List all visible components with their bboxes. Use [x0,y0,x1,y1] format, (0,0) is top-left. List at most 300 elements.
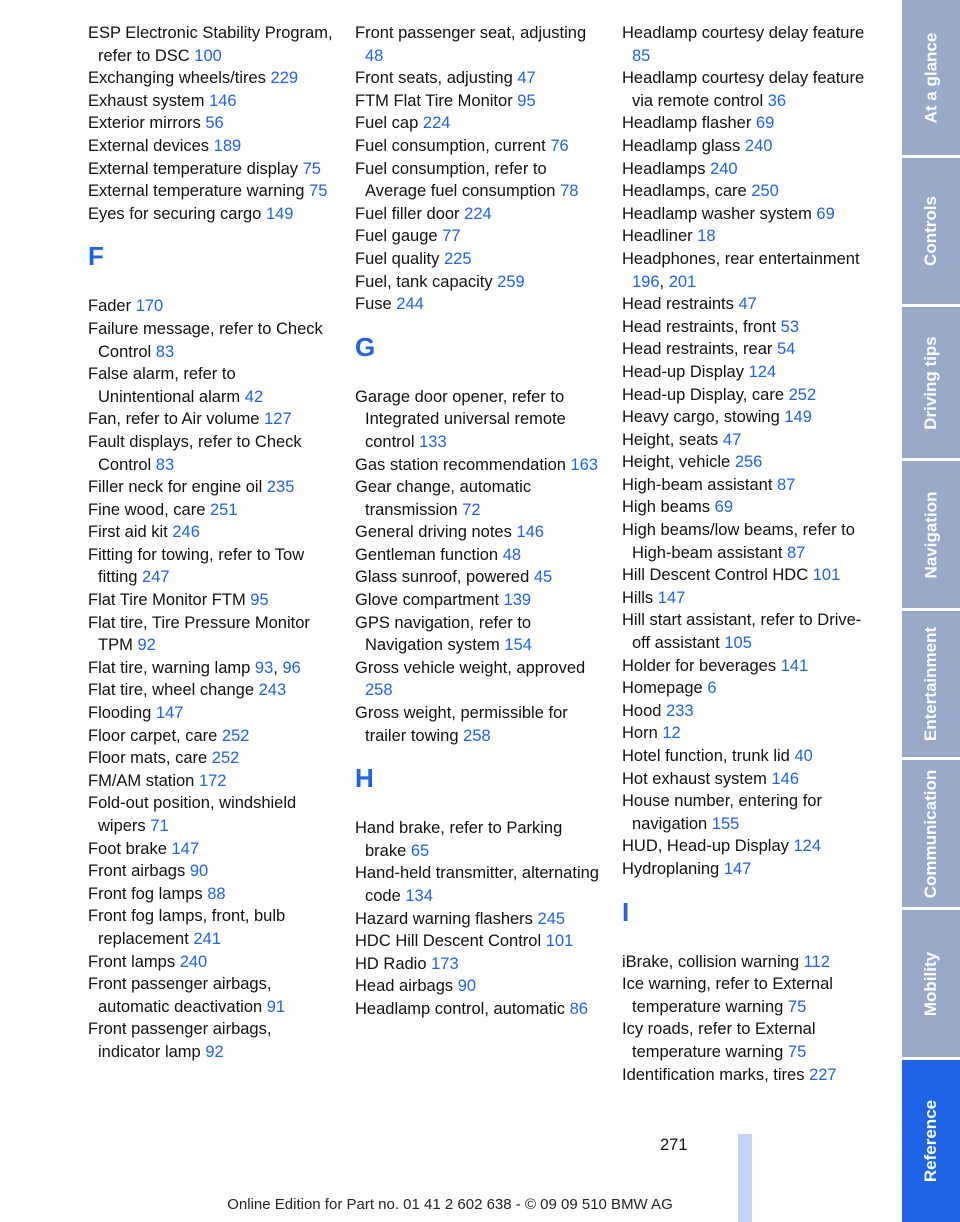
page-reference-link[interactable]: 244 [396,295,424,314]
index-term: House number, entering for navigation [622,792,822,833]
index-entry [355,67,600,90]
index-entry [622,406,867,429]
index-term: Headliner [622,227,693,246]
page-reference-link[interactable]: 83 [155,342,175,361]
page-reference-link[interactable]: 88 [207,884,226,903]
page-reference-link[interactable]: 48 [502,545,522,564]
index-term: Front airbags [88,862,186,881]
page-reference-link[interactable]: 36 [767,91,787,110]
index-entry [355,271,600,294]
section-tabs [900,0,960,1222]
index-entry [355,544,600,567]
index-term: Fuse [355,295,392,314]
index-entry [622,519,867,564]
page-reference-link[interactable]: 251 [210,500,238,519]
index-term: Eyes for securing cargo [88,204,262,223]
index-column-2 [355,22,600,1021]
index-term: Glove compartment [355,591,499,610]
page-reference-link[interactable]: 235 [266,478,295,497]
index-entry [622,496,867,519]
index-term: Height, vehicle [622,453,731,472]
index-entry [88,702,333,725]
page-reference-link[interactable]: 96 [282,658,301,677]
index-term: Flooding [88,704,152,723]
index-entry [88,973,333,1018]
page-reference-link[interactable]: 245 [537,909,566,928]
index-entry [88,90,333,113]
tab-mobility[interactable] [902,910,960,1057]
index-term: Front lamps [88,952,176,971]
page-reference-link[interactable]: 240 [179,952,208,971]
index-term: Exhaust system [88,91,205,110]
page-reference-link[interactable]: 77 [442,227,461,246]
index-entry [355,908,600,931]
page-reference-link[interactable]: 154 [504,636,532,655]
tab-label: Controls [921,196,941,266]
page-reference-link[interactable]: 146 [209,91,237,110]
index-term: Fine wood, care [88,500,206,519]
page-reference-link[interactable]: 48 [365,46,384,65]
index-term: Gas station recommendation [355,455,566,474]
index-term: Exchanging wheels/tires [88,69,266,88]
index-term: Flat tire, warning lamp [88,658,251,677]
page-reference-link[interactable]: 189 [213,136,242,155]
page-reference-link[interactable]: 259 [497,272,525,291]
tab-communication[interactable] [902,760,960,907]
index-entry [88,499,333,522]
index-term: Fitting for towing, refer to Tow fitting [88,545,305,587]
index-term: False alarm, refer to Unintentional alarm [88,365,241,406]
index-term: Headlamps [622,159,706,178]
page-reference-link[interactable]: 85 [632,46,651,65]
page-reference-link[interactable]: 100 [194,46,222,65]
index-entry [88,792,333,837]
index-term: Front fog lamps [88,884,203,903]
index-entry [355,612,600,657]
index-entry [622,951,867,974]
page-reference-link[interactable]: 101 [545,932,574,951]
index-entry [622,655,867,678]
page-reference-link[interactable]: 75 [309,182,328,201]
index-entry [355,589,600,612]
index-entry [622,1018,867,1063]
page-reference-link[interactable]: 105 [724,634,752,653]
index-term: Headlamp control, automatic [355,999,566,1018]
index-entry [88,838,333,861]
page-reference-link[interactable]: 101 [812,566,841,585]
page-reference-link[interactable]: 243 [258,681,287,700]
index-entry [622,564,867,587]
index-entry [355,702,600,747]
tab-entertainment[interactable] [902,611,960,757]
index-entry [622,609,867,654]
index-entry [88,112,333,135]
tab-navigation[interactable] [902,461,960,608]
index-term: HDC Hill Descent Control [355,932,542,951]
index-term: iBrake, collision warning [622,952,799,971]
index-entry [622,745,867,768]
index-term: External temperature display [88,159,299,178]
page-reference-link[interactable]: 163 [570,455,599,474]
index-entry [88,22,333,67]
index-term: Front passenger seat, adjusting [355,24,587,42]
page-reference-link[interactable]: 147 [171,839,199,858]
page-reference-link[interactable]: 91 [266,997,286,1016]
page-reference-link[interactable]: 247 [142,568,170,587]
page-reference-link[interactable]: 47 [738,295,757,314]
index-entry [88,544,333,589]
index-term: Gentleman function [355,545,499,564]
index-entry [88,180,333,203]
index-term: Front fog lamps, front, bulb replacement [88,907,286,948]
index-term: Heavy cargo, stowing [622,408,780,427]
index-entry [622,790,867,835]
index-term: General driving notes [355,523,512,542]
index-column-3 [622,22,867,1086]
index-entry [622,700,867,723]
index-term: Head restraints, front [622,317,777,336]
page-number: 271 [660,1136,688,1154]
index-term: Fuel quality [355,249,440,268]
index-column-1 [88,22,333,1064]
index-term: GPS navigation, refer to Navigation system [355,613,532,655]
index-entry [622,158,867,181]
page-reference-link[interactable]: 87 [787,543,806,562]
index-term: Fuel gauge [355,227,438,246]
index-entry [88,476,333,499]
index-entry [88,679,333,702]
tab-label: Navigation [921,491,940,578]
index-entry [88,725,333,748]
page-reference-link[interactable]: 83 [155,455,175,474]
index-term: Fader [88,297,132,316]
page-reference-link[interactable]: 139 [503,591,532,610]
index-entry [88,612,333,657]
page-reference-link[interactable]: 69 [816,204,835,223]
page-reference-link[interactable]: 92 [137,636,156,655]
index-entry [355,112,600,135]
tab-driving-tips[interactable] [902,307,960,458]
index-entry [88,158,333,181]
page-reference-link[interactable]: 72 [462,500,481,519]
page-reference-link[interactable]: 147 [723,859,752,878]
index-entry [355,135,600,158]
index-entry [355,657,600,702]
index-entry [622,474,867,497]
page-reference-link[interactable]: 90 [189,862,209,881]
index-entry [622,835,867,858]
index-entry [622,1064,867,1087]
index-entry [355,998,600,1021]
page-reference-link[interactable]: 256 [734,453,763,472]
index-entry [622,451,867,474]
page-reference-link[interactable]: 233 [666,701,694,720]
page-reference-link[interactable]: 42 [244,387,264,406]
page-reference-link[interactable]: 90 [457,977,477,996]
page-reference-link[interactable]: 18 [697,227,716,246]
page-reference-link[interactable]: 112 [803,952,830,971]
index-letter-heading: I [622,896,630,927]
index-term: Front passenger airbags, indicator lamp [88,1020,272,1061]
index-term: Garage door opener, refer to Integrated universal remote control [355,387,566,451]
index-entry [622,429,867,452]
tab-reference[interactable] [902,1060,960,1222]
index-term: Fault displays, refer to Check Control [88,432,302,474]
index-term: Hill start assistant, refer to Drive-off assistant [622,611,862,653]
page-reference-link[interactable]: 69 [714,498,733,517]
index-term: Head-up Display, care [622,385,785,404]
index-entry [622,180,867,203]
index-term: Headlamp glass [622,136,741,155]
index-term: FM/AM station [88,771,195,790]
index-term: Headlamp washer system [622,204,812,223]
page-reference-link[interactable]: 241 [193,929,221,948]
page-reference-link[interactable]: 78 [560,182,579,201]
page-reference-link[interactable]: 56 [205,114,224,133]
page-reference-link[interactable]: 12 [662,724,681,743]
page-reference-link[interactable]: 229 [270,69,299,88]
page-reference-link[interactable]: 149 [265,204,294,223]
index-term: Floor carpet, care [88,726,218,745]
index-term: Fold-out position, windshield wipers [88,794,297,835]
page-reference-link[interactable]: 146 [771,769,800,788]
index-term: Exterior mirrors [88,114,201,133]
index-entry [88,860,333,883]
index-entry [355,953,600,976]
page-reference-link[interactable]: 141 [780,656,809,675]
page-reference-link[interactable]: 146 [516,523,544,542]
page-reference-link[interactable]: 250 [751,182,779,201]
index-term: Hand-held transmitter, alternating code [355,864,599,905]
index-entry [355,225,600,248]
index-entry [355,248,600,271]
page-reference-link[interactable]: 47 [517,69,536,88]
page-reference-link[interactable]: 173 [431,954,459,973]
index-term: Identification marks, tires [622,1065,805,1084]
page-reference-link[interactable]: 69 [755,114,775,133]
index-term: Horn [622,724,658,743]
page-reference-link[interactable]: 65 [410,841,430,860]
index-term: Head restraints, rear [622,340,773,359]
page-reference-link[interactable]: 240 [710,159,738,178]
page-reference-link[interactable]: 54 [777,340,796,359]
index-entry [355,90,600,113]
index-entry [622,587,867,610]
index-term: Fan, refer to Air volume [88,410,260,429]
index-entry [622,338,867,361]
page-reference-link[interactable]: 75 [302,159,321,178]
index-entry [88,589,333,612]
tab-label: At a glance [921,32,941,123]
tab-at-a-glance[interactable] [902,0,960,155]
index-term: Headphones, rear entertainment [622,249,860,268]
index-term: Floor mats, care [88,749,208,768]
tab-label: Reference [921,1099,940,1183]
page-reference-link[interactable]: 95 [250,591,269,610]
index-term: Failure message, refer to Check Control [88,319,323,361]
index-term: Gross vehicle weight, approved [355,658,586,677]
page-reference-link[interactable]: 53 [780,317,800,336]
page-reference-link[interactable]: 224 [464,204,492,223]
index-term: Flat tire, Tire Pressure Monitor TPM [88,613,310,655]
index-term: Gross weight, permissible for trailer towing [355,704,568,745]
index-term: Fuel consumption, current [355,136,546,155]
index-term: ESP Electronic Stability Program, refer to DSC [88,24,333,65]
page-reference-link[interactable]: 149 [784,408,812,427]
index-term: HD Radio [355,954,427,973]
index-entry [355,930,600,953]
index-term: FTM Flat Tire Monitor [355,91,513,110]
index-term: Ice warning, refer to External temperature warning [622,975,833,1016]
page-reference-link[interactable]: 225 [443,249,472,268]
index-entry [622,22,867,67]
page-reference-link[interactable]: 246 [172,523,200,542]
page-reference-link[interactable]: 86 [569,999,588,1018]
index-term: High beams/low beams, refer to High-beam assistant [622,521,855,562]
index-entry [622,677,867,700]
index-entry [88,135,333,158]
page-reference-link[interactable]: 147 [155,704,184,723]
page-reference-link[interactable]: 252 [221,726,250,745]
index-term: Headlamp courtesy delay feature via remote control [622,69,865,110]
index-entry [622,361,867,384]
index-term: HUD, Head-up Display [622,837,789,856]
index-entry [622,316,867,339]
index-term: Gear change, automatic transmission [355,478,532,519]
index-entry [355,521,600,544]
index-term: External temperature warning [88,182,305,201]
tab-label: Communication [921,769,941,898]
index-letter-heading: H [355,763,374,794]
page-reference-link[interactable]: 258 [365,681,393,700]
page-reference-link[interactable]: 75 [787,997,807,1016]
tab-label: Driving tips [921,335,941,430]
index-term: Head-up Display [622,362,744,381]
index-entry [88,363,333,408]
index-term: Icy roads, refer to External temperature warning [622,1020,816,1061]
index-entry [355,158,600,203]
page-reference-link[interactable]: 95 [517,91,536,110]
index-entry [88,747,333,770]
page-reference-link[interactable]: 252 [788,385,817,404]
page-reference-link[interactable]: 133 [419,432,447,451]
index-term: Hand brake, refer to Parking brake [355,819,563,860]
index-term: Headlamp flasher [622,114,752,133]
page-reference-link[interactable]: 47 [722,430,742,449]
index-term: Foot brake [88,839,167,858]
page-reference-link[interactable]: 124 [748,362,777,381]
index-term: Height, seats [622,430,719,449]
index-term: High beams [622,498,711,517]
index-entry [88,1018,333,1063]
index-entry [622,112,867,135]
page-reference-link[interactable]: 6 [707,679,717,698]
page-reference-link[interactable]: 71 [150,817,169,835]
index-term: First aid kit [88,523,168,542]
index-entry [622,768,867,791]
page-reference-link[interactable]: 45 [533,568,553,587]
index-term: External devices [88,136,210,155]
page-reference-link[interactable]: 93 [254,658,274,677]
page-reference-link[interactable]: 224 [422,114,451,133]
index-entry [88,408,333,431]
index-entry [622,225,867,248]
index-term: High-beam assistant [622,475,773,494]
index-entry [88,318,333,363]
index-term: Flat tire, wheel change [88,681,255,700]
page-reference-link[interactable]: 258 [463,726,491,745]
index-entry [355,386,600,454]
tab-controls[interactable] [902,158,960,304]
index-entry [622,384,867,407]
index-term: Hot exhaust system [622,769,767,788]
index-entry [622,293,867,316]
page-reference-link[interactable]: 134 [405,887,433,905]
index-term: Head airbags [355,977,454,996]
page-reference-link[interactable]: 127 [264,410,292,429]
index-term: Homepage [622,679,703,698]
index-entry [355,476,600,521]
page-reference-link[interactable]: 87 [777,475,796,494]
page-reference-link[interactable]: 252 [211,749,240,768]
page-reference-link[interactable]: 75 [787,1042,807,1061]
page-reference-link[interactable]: 40 [794,747,813,765]
index-entry [88,883,333,906]
page-reference-link[interactable]: 227 [809,1065,837,1084]
page-reference-link[interactable]: 201 [668,272,697,291]
index-term: Hotel function, trunk lid [622,747,790,765]
index-entry [355,293,600,316]
index-entry [88,431,333,476]
page-reference-link[interactable]: 170 [135,297,164,316]
index-entry [355,817,600,862]
index-term: Front passenger airbags, automatic deactivation [88,975,272,1016]
footer-text: Online Edition for Part no. 01 41 2 602 638 - © 09 09 510 BMW AG [227,1196,673,1213]
index-entry: Headphones, rear entertainment 196, 201 [622,249,860,291]
index-entry [622,858,867,881]
index-entry [88,295,333,318]
index-entry [355,862,600,907]
index-entry [88,521,333,544]
index-entry [622,67,867,112]
page-reference-link[interactable]: 196 [632,272,660,291]
index-term: Front seats, adjusting [355,69,513,88]
index-entry [355,566,600,589]
index-entry [88,905,333,950]
page-reference-link[interactable]: 92 [205,1042,224,1061]
index-term: Hazard warning flashers [355,909,533,928]
index-letter-heading: G [355,331,376,362]
index-term: Fuel cap [355,114,419,133]
index-term: Headlamps, care [622,182,747,201]
page-reference-link[interactable]: 240 [744,136,773,155]
index-entry [355,975,600,998]
index-entry [355,454,600,477]
index-entry [622,722,867,745]
index-term: Hood [622,701,662,720]
index-entry [88,770,333,793]
page-reference-link[interactable]: 76 [550,136,569,155]
index-entry [622,973,867,1018]
index-term: Hills [622,588,654,607]
page-reference-link[interactable]: 172 [198,771,227,790]
page-reference-link[interactable]: 155 [711,814,740,833]
page-reference-link[interactable]: 147 [657,588,686,607]
index-term: Fuel, tank capacity [355,272,493,291]
page-reference-link[interactable]: 124 [793,837,822,856]
index-letter-heading: F [88,241,104,272]
tab-label: Mobility [921,951,940,1016]
